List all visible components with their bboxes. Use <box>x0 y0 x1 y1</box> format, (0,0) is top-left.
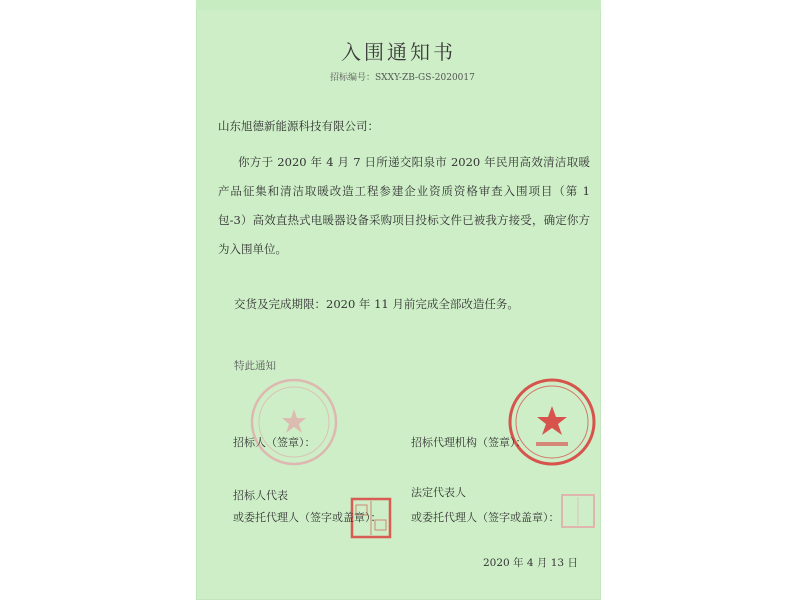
agency-proxy-label: 或委托代理人（签字或盖章）： <box>411 511 560 524</box>
tenderer-proxy-label: 或委托代理人（签字或盖章）： <box>233 511 382 524</box>
special-notice: 特此通知 <box>234 360 276 372</box>
paper-top-edge <box>196 0 601 10</box>
document-title: 入围通知书 <box>341 40 456 64</box>
document-number: 招标编号：SXXY-ZB-GS-2020017 <box>330 73 475 83</box>
tenderer-sign-label: 招标人（签章）： <box>233 436 316 449</box>
legal-rep-seal <box>560 493 596 529</box>
issue-date: 2020 年 4 月 13 日 <box>483 557 578 569</box>
notice-document <box>196 0 601 600</box>
tenderer-rep-label: 招标人代表 <box>233 489 288 502</box>
addressee: 山东旭德新能源科技有限公司： <box>218 119 379 133</box>
delivery-paragraph: 交货及完成期限：2020 年 11 月前完成全部改造任务。 <box>234 297 519 311</box>
agency-seal <box>506 376 598 468</box>
legal-rep-label: 法定代表人 <box>411 486 466 499</box>
tenderer-seal <box>248 376 340 468</box>
agency-sign-label: 招标代理机构（签章）： <box>411 436 527 449</box>
body-paragraph: 你方于 2020 年 4 月 7 日所递交阳泉市 2020 年民用高效清洁取暖产品征集和清洁取暖改造工程参建企业资质资格审查入围项目（第 1 包-3）高效直热式电暖器设备采购项目投标文件已被我方接受，确定你方为入围单位。 <box>218 155 590 256</box>
